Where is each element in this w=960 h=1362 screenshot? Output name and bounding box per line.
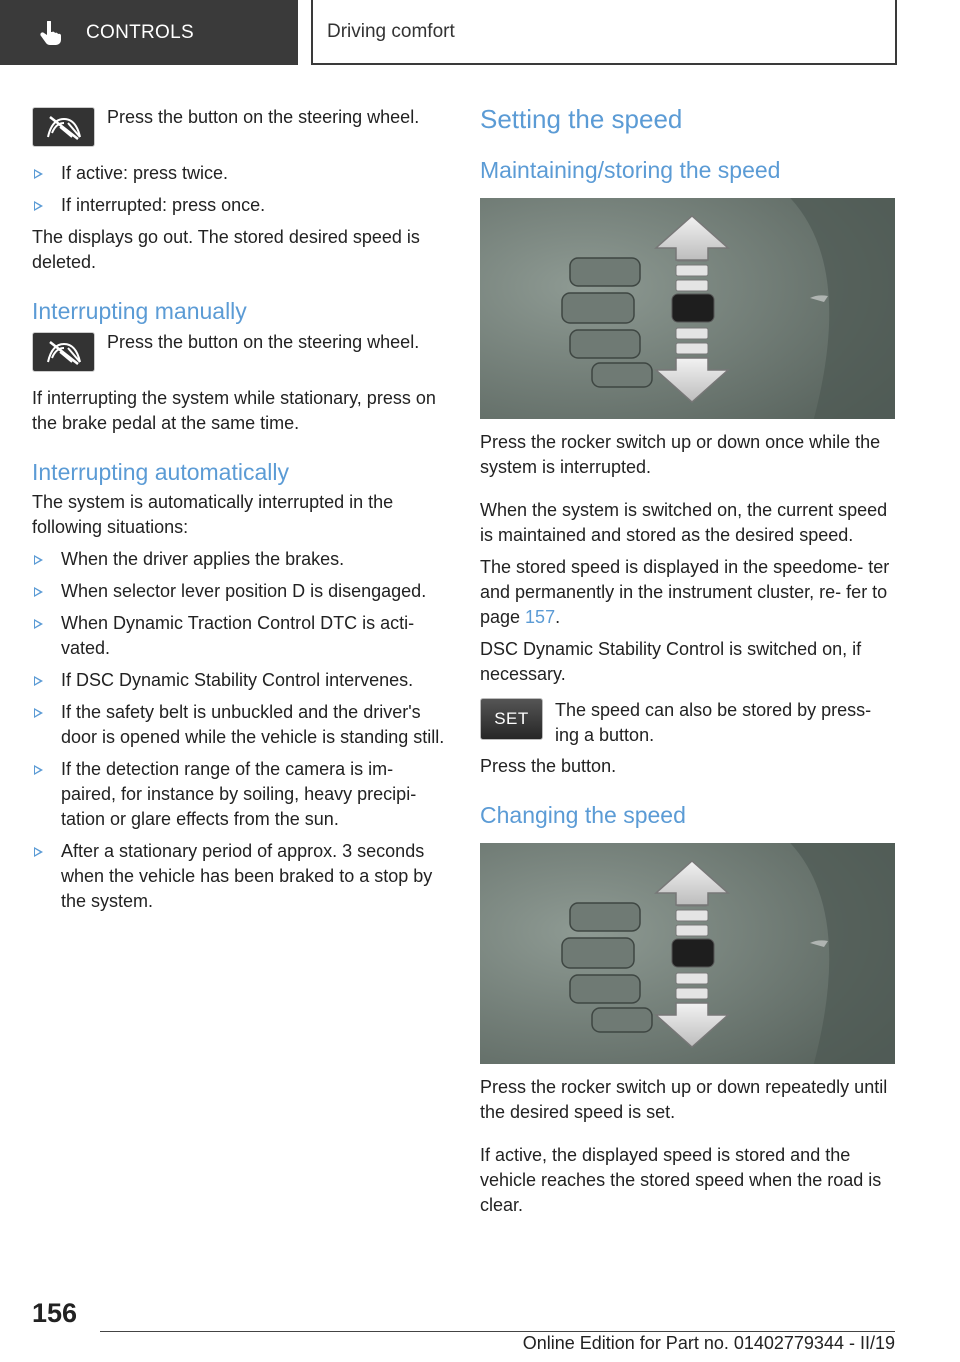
section-tab [0, 0, 298, 65]
cruise-control-button-icon [32, 107, 95, 147]
deactivate-row [32, 107, 447, 147]
topic-tab [311, 0, 897, 65]
bullet-triangle-icon [34, 765, 43, 775]
cruise-control-button-icon [32, 332, 95, 372]
manual-heading: Interrupting manually [32, 298, 247, 324]
set-button-icon: SET [480, 698, 543, 740]
right-column [480, 95, 895, 1218]
edition-text: Online Edition for Part no. 01402779344 - II/19 [522, 1333, 895, 1353]
bullet-triangle-icon [34, 847, 43, 857]
bullet-triangle-icon [34, 587, 43, 597]
set-row [480, 698, 895, 748]
auto-heading: Interrupting automatically [32, 459, 289, 485]
list-item: If the safety belt is unbuckled and the driver's door is opened while the vehicle is standing still. [32, 700, 447, 750]
deactivate-list [32, 161, 447, 218]
footer-divider [100, 1331, 895, 1332]
repeat-text: Press the rocker switch up or down repeatedly until the desired speed is set. [480, 1077, 888, 1122]
bullet-triangle-icon [34, 619, 43, 629]
bullet-triangle-icon [34, 708, 43, 718]
maintain-heading: Maintaining/storing the speed [480, 157, 781, 183]
list-item: When selector lever position D is disengaged. [32, 579, 447, 604]
auto-list [32, 547, 447, 914]
auto-intro: The system is automatically interrupted in the following situations: [32, 492, 394, 537]
manual-row [32, 332, 447, 372]
topic-title: Driving comfort [327, 20, 455, 42]
deleted-text: The displays go out. The stored desired speed is deleted. [32, 227, 420, 272]
page-number: 156 [32, 1298, 78, 1328]
setting-heading: Setting the speed [480, 104, 683, 134]
left-column [32, 95, 447, 914]
list-item: When Dynamic Traction Control DTC is acti‐ vated. [32, 611, 447, 661]
steering-wheel-rocker-photo [480, 843, 895, 1064]
bullet-triangle-icon [34, 555, 43, 565]
list-item: If the detection range of the camera is im‐ paired, for instance by soiling, heavy precipi‐ tation or glare effects from the sun. [32, 757, 447, 832]
deactivate-text: Press the button on the steering wheel. [107, 107, 420, 127]
list-item: If active: press twice. [32, 161, 447, 186]
active-text: If active, the displayed speed is stored and the vehicle reaches the stored speed when the road is clear. [480, 1145, 882, 1215]
list-item: If DSC Dynamic Stability Control intervenes. [32, 668, 447, 693]
bullet-triangle-icon [34, 676, 43, 686]
page-link[interactable]: 157 [525, 607, 556, 627]
manual-icon-text: Press the button on the steering wheel. [107, 332, 420, 352]
list-item: When the driver applies the brakes. [32, 547, 447, 572]
manual-stationary-text: If interrupting the system while stationary, press on the brake pedal at the same time. [32, 388, 436, 433]
switched-on-text: When the system is switched on, the current speed is maintained and stored as the desired speed. [480, 500, 888, 545]
section-title: CONTROLS [86, 21, 194, 43]
rocker-text: Press the rocker switch up or down once while the system is interrupted. [480, 432, 881, 477]
dsc-text: DSC Dynamic Stability Control is switched on, if necessary. [480, 639, 862, 684]
changing-heading: Changing the speed [480, 802, 686, 828]
set-text: The speed can also be stored by press‐ ing a button. [555, 700, 872, 745]
stored-text: The stored speed is displayed in the speedome‐ ter and permanently in the instrument cluster, re‐ fer to page 157. [480, 557, 890, 627]
hand-pointer-icon [40, 21, 62, 45]
list-item: If interrupted: press once. [32, 193, 447, 218]
bullet-triangle-icon [34, 201, 43, 211]
bullet-triangle-icon [34, 169, 43, 179]
press-button-text: Press the button. [480, 756, 617, 776]
steering-wheel-rocker-photo [480, 198, 895, 419]
list-item: After a stationary period of approx. 3 seconds when the vehicle has been braked to a stop by the system. [32, 839, 447, 914]
